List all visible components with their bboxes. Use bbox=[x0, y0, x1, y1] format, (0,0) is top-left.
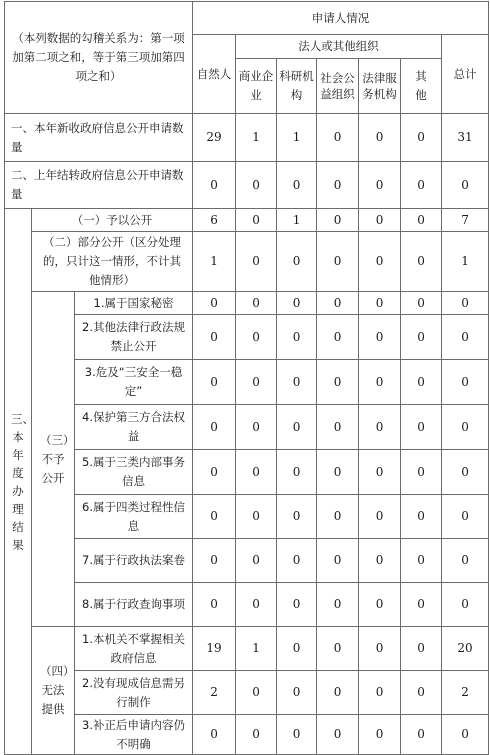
table-row bbox=[5, 715, 489, 755]
row-label-disclosed: （一）予以公开 bbox=[32, 209, 193, 232]
cell-value: 0 bbox=[401, 450, 442, 495]
cell-value: 0 bbox=[193, 162, 236, 209]
cell-value: 0 bbox=[317, 405, 359, 450]
cell-value: 0 bbox=[442, 360, 489, 405]
cell-value: 0 bbox=[359, 315, 401, 360]
cell-value: 6 bbox=[193, 209, 236, 232]
row-label: 1.本机关不掌握相关政府信息 bbox=[75, 627, 193, 671]
table-row bbox=[5, 405, 489, 450]
cell-value: 0 bbox=[442, 583, 489, 627]
cell-value: 0 bbox=[277, 583, 317, 627]
header-col-public-welfare: 社会公益组织 bbox=[317, 59, 359, 114]
cell-value: 0 bbox=[236, 292, 277, 315]
cell-value: 0 bbox=[236, 583, 277, 627]
cell-value: 0 bbox=[359, 539, 401, 583]
table-row bbox=[5, 539, 489, 583]
table-row bbox=[5, 360, 489, 405]
cell-value: 0 bbox=[401, 583, 442, 627]
cell-value: 0 bbox=[359, 114, 401, 162]
cell-value: 0 bbox=[317, 715, 359, 755]
cell-value: 0 bbox=[401, 360, 442, 405]
cell-value: 0 bbox=[359, 671, 401, 715]
cell-value: 0 bbox=[317, 627, 359, 671]
cell-value: 0 bbox=[442, 539, 489, 583]
row-label-new-applications: 一、本年新收政府信息公开申请数量 bbox=[5, 114, 193, 162]
cell-value: 0 bbox=[401, 627, 442, 671]
header-total: 总计 bbox=[442, 35, 489, 114]
row-label: 7.属于行政执法案卷 bbox=[75, 539, 193, 583]
row-label: 2.没有现成信息需另行制作 bbox=[75, 671, 193, 715]
cell-value: 0 bbox=[401, 315, 442, 360]
cell-value: 0 bbox=[277, 405, 317, 450]
cell-value: 0 bbox=[442, 450, 489, 495]
cell-value: 0 bbox=[317, 360, 359, 405]
cell-value: 0 bbox=[236, 450, 277, 495]
group-label-cannot-provide: （四）无法提供 bbox=[32, 627, 75, 755]
cell-value: 0 bbox=[193, 360, 236, 405]
cell-value: 0 bbox=[359, 162, 401, 209]
cell-value: 0 bbox=[401, 292, 442, 315]
cell-value: 0 bbox=[317, 114, 359, 162]
cell-value: 1 bbox=[236, 627, 277, 671]
header-col-other: 其他 bbox=[401, 59, 442, 114]
cell-value: 0 bbox=[359, 715, 401, 755]
cell-value: 0 bbox=[277, 360, 317, 405]
table-row bbox=[5, 671, 489, 715]
cell-value: 0 bbox=[401, 715, 442, 755]
header-note: （本列数据的勾稽关系为：第一项加第二项之和，等于第三项加第四项之和） bbox=[5, 2, 193, 114]
header-legal-group: 法人或其他组织 bbox=[236, 35, 442, 59]
table-row-disclosed bbox=[5, 209, 489, 232]
cell-value: 0 bbox=[236, 671, 277, 715]
cell-value: 0 bbox=[317, 539, 359, 583]
header-col-research: 科研机构 bbox=[277, 59, 317, 114]
cell-value: 0 bbox=[401, 114, 442, 162]
cell-value: 2 bbox=[193, 671, 236, 715]
table-row bbox=[5, 583, 489, 627]
cell-value: 0 bbox=[442, 405, 489, 450]
cell-value: 0 bbox=[277, 292, 317, 315]
cell-value: 0 bbox=[277, 715, 317, 755]
row-label: 4.保护第三方合法权益 bbox=[75, 405, 193, 450]
row-label: 1.属于国家秘密 bbox=[75, 292, 193, 315]
cell-value: 0 bbox=[442, 495, 489, 539]
cell-value: 0 bbox=[317, 232, 359, 292]
row-label: 2.其他法律行政法规禁止公开 bbox=[75, 315, 193, 360]
cell-value: 0 bbox=[317, 315, 359, 360]
row-label-carried-over: 二、上年结转政府信息公开申请数量 bbox=[5, 162, 193, 209]
cell-value: 0 bbox=[359, 405, 401, 450]
cell-value: 1 bbox=[442, 232, 489, 292]
cell-value: 0 bbox=[442, 715, 489, 755]
cell-value: 0 bbox=[193, 583, 236, 627]
cell-value: 29 bbox=[193, 114, 236, 162]
row-label: 3.危及“三安全一稳定” bbox=[75, 360, 193, 405]
cell-value: 0 bbox=[193, 539, 236, 583]
cell-value: 0 bbox=[193, 450, 236, 495]
cell-value: 0 bbox=[193, 715, 236, 755]
table-row bbox=[5, 292, 489, 315]
cell-value: 0 bbox=[359, 292, 401, 315]
cell-value: 0 bbox=[193, 405, 236, 450]
section-label-annual-results: 三、本年度办理结果 bbox=[5, 209, 32, 755]
group-label-not-disclosed: （三）不予公开 bbox=[32, 292, 75, 627]
cell-value: 0 bbox=[401, 539, 442, 583]
cell-value: 0 bbox=[193, 495, 236, 539]
cell-value: 2 bbox=[442, 671, 489, 715]
cell-value: 0 bbox=[236, 232, 277, 292]
cell-value: 0 bbox=[236, 405, 277, 450]
cell-value: 1 bbox=[277, 114, 317, 162]
header-col-legal-service: 法律服务机构 bbox=[359, 59, 401, 114]
cell-value: 31 bbox=[442, 114, 489, 162]
cell-value: 0 bbox=[236, 315, 277, 360]
cell-value: 0 bbox=[317, 583, 359, 627]
row-label-partially-disclosed: （二）部分公开（区分处理的，只计这一情形，不计其他情形） bbox=[32, 232, 193, 292]
cell-value: 0 bbox=[236, 539, 277, 583]
cell-value: 0 bbox=[193, 292, 236, 315]
cell-value: 0 bbox=[277, 162, 317, 209]
cell-value: 0 bbox=[401, 162, 442, 209]
row-label: 5.属于三类内部事务信息 bbox=[75, 450, 193, 495]
cell-value: 20 bbox=[442, 627, 489, 671]
row-label: 3.补正后申请内容仍不明确 bbox=[75, 715, 193, 755]
cell-value: 0 bbox=[277, 495, 317, 539]
cell-value: 0 bbox=[317, 292, 359, 315]
cell-value: 0 bbox=[401, 495, 442, 539]
cell-value: 0 bbox=[277, 539, 317, 583]
table-row bbox=[5, 627, 489, 671]
header-col-business: 商业企业 bbox=[236, 59, 277, 114]
row-label: 8.属于行政查询事项 bbox=[75, 583, 193, 627]
header-row-1 bbox=[5, 2, 489, 35]
cell-value: 0 bbox=[442, 315, 489, 360]
cell-value: 0 bbox=[277, 315, 317, 360]
cell-value: 0 bbox=[236, 360, 277, 405]
cell-value: 0 bbox=[277, 450, 317, 495]
table-row bbox=[5, 495, 489, 539]
cell-value: 19 bbox=[193, 627, 236, 671]
cell-value: 7 bbox=[442, 209, 489, 232]
cell-value: 0 bbox=[401, 405, 442, 450]
cell-value: 0 bbox=[317, 450, 359, 495]
cell-value: 0 bbox=[442, 292, 489, 315]
cell-value: 0 bbox=[236, 495, 277, 539]
cell-value: 0 bbox=[359, 627, 401, 671]
cell-value: 0 bbox=[317, 671, 359, 715]
cell-value: 1 bbox=[277, 209, 317, 232]
table-row bbox=[5, 315, 489, 360]
disclosure-statistics-table bbox=[4, 1, 489, 755]
cell-value: 0 bbox=[442, 162, 489, 209]
cell-value: 0 bbox=[236, 715, 277, 755]
cell-value: 0 bbox=[236, 162, 277, 209]
cell-value: 0 bbox=[359, 495, 401, 539]
cell-value: 0 bbox=[359, 583, 401, 627]
row-label: 6.属于四类过程性信息 bbox=[75, 495, 193, 539]
table-row-partially-disclosed bbox=[5, 232, 489, 292]
cell-value: 0 bbox=[236, 209, 277, 232]
cell-value: 0 bbox=[359, 450, 401, 495]
cell-value: 0 bbox=[193, 315, 236, 360]
cell-value: 0 bbox=[359, 360, 401, 405]
header-applicant: 申请人情况 bbox=[193, 2, 489, 35]
cell-value: 0 bbox=[277, 671, 317, 715]
cell-value: 0 bbox=[277, 627, 317, 671]
cell-value: 0 bbox=[401, 209, 442, 232]
cell-value: 1 bbox=[193, 232, 236, 292]
cell-value: 0 bbox=[317, 495, 359, 539]
cell-value: 1 bbox=[236, 114, 277, 162]
cell-value: 0 bbox=[401, 671, 442, 715]
cell-value: 0 bbox=[359, 232, 401, 292]
cell-value: 0 bbox=[317, 209, 359, 232]
cell-value: 0 bbox=[359, 209, 401, 232]
cell-value: 0 bbox=[401, 232, 442, 292]
table-row-new-applications bbox=[5, 114, 489, 162]
cell-value: 0 bbox=[277, 232, 317, 292]
cell-value: 0 bbox=[317, 162, 359, 209]
table-row bbox=[5, 450, 489, 495]
header-natural-person: 自然人 bbox=[193, 35, 236, 114]
table-row-carried-over bbox=[5, 162, 489, 209]
